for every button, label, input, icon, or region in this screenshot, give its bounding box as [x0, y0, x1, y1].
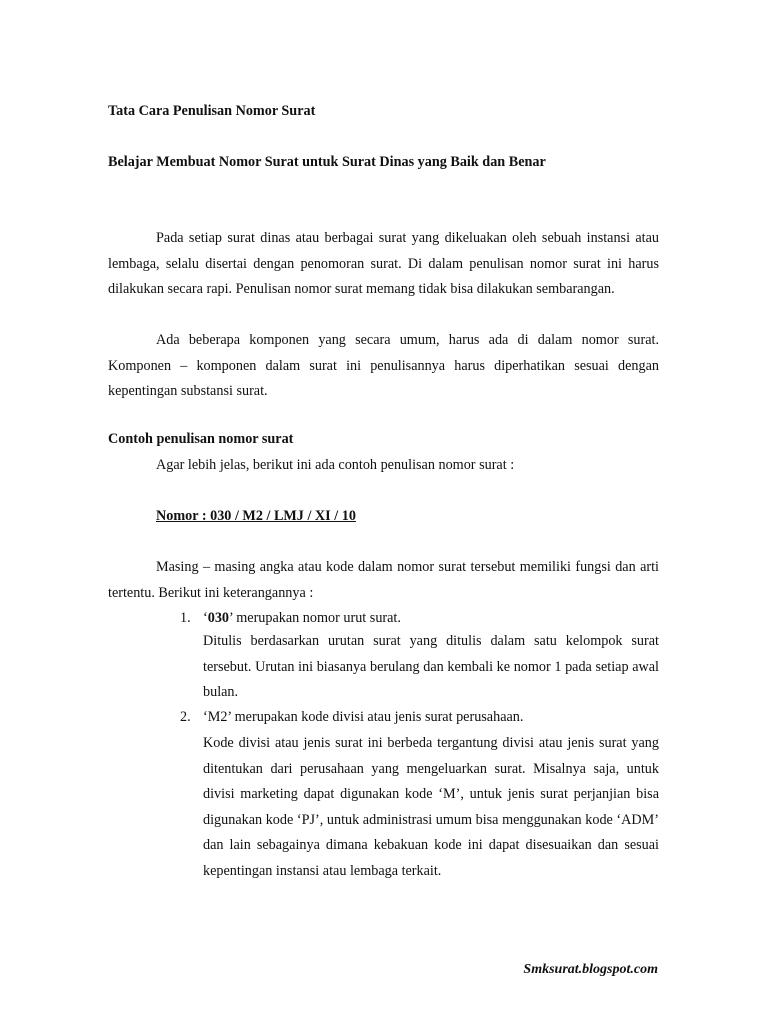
- list-item-heading-rest: ’ merupakan nomor urut surat.: [229, 610, 401, 626]
- example-number: Nomor : 030 / M2 / LMJ / XI / 10: [156, 508, 356, 524]
- list-item-number: 1.: [180, 610, 191, 626]
- code-030: 030: [207, 610, 230, 626]
- document-subtitle: Belajar Membuat Nomor Surat untuk Surat Dinas yang Baik dan Benar: [108, 154, 546, 170]
- list-item-heading: ‘M2’ merupakan kode divisi atau jenis surat perusahaan.: [203, 709, 524, 725]
- intro-paragraph-1: Pada setiap surat dinas atau berbagai surat yang dikeluakan oleh sebuah instansi atau lembaga, selalu disertai dengan penomoran surat. Di dalam penulisan nomor surat ini harus dilakukan secara rapi. Penulisan nomor surat memang tidak bisa dilakukan sembarangan.: [108, 230, 659, 297]
- list-item-heading: [203, 606, 659, 632]
- list-item-number: 2.: [180, 709, 191, 725]
- explain-paragraph: Masing – masing angka atau kode dalam nomor surat tersebut memiliki fungsi dan arti tertentu. Berikut ini keterangannya :: [108, 559, 659, 601]
- quote-open: ‘: [203, 610, 208, 626]
- list-item-body: Ditulis berdasarkan urutan surat yang ditulis dalam satu kelompok surat tersebut. Urutan ini biasanya berulang dan kembali ke nomor 1 pada setiap awal bulan.: [203, 633, 659, 700]
- document-title: Tata Cara Penulisan Nomor Surat: [108, 103, 316, 119]
- intro-paragraph-2: Ada beberapa komponen yang secara umum, harus ada di dalam nomor surat. Komponen – komponen dalam surat ini penulisannya harus diperhatikan sesuai dengan kepentingan substansi surat.: [108, 332, 659, 399]
- list-item-body: Kode divisi atau jenis surat ini berbeda tergantung divisi atau jenis surat yang ditentukan dari perusahaan yang mengeluarkan surat. Misalnya saja, untuk divisi marketing dapat digunakan kode ‘M’, untuk jenis surat perjanjian bisa digunakan kode ‘PJ’, untuk administrasi umum bisa menggunakan kode ‘ADM’ dan lain sebagainya dimana kebakuan kode ini dapat disesuaikan dan sesuai kepentingan instansi atau lembaga terkait.: [203, 735, 659, 879]
- section-heading: Contoh penulisan nomor surat: [108, 431, 294, 447]
- example-number-wrap: [156, 504, 556, 530]
- section-intro: Agar lebih jelas, berikut ini ada contoh penulisan nomor surat :: [156, 457, 515, 473]
- footer-website: Smksurat.blogspot.com: [523, 962, 658, 977]
